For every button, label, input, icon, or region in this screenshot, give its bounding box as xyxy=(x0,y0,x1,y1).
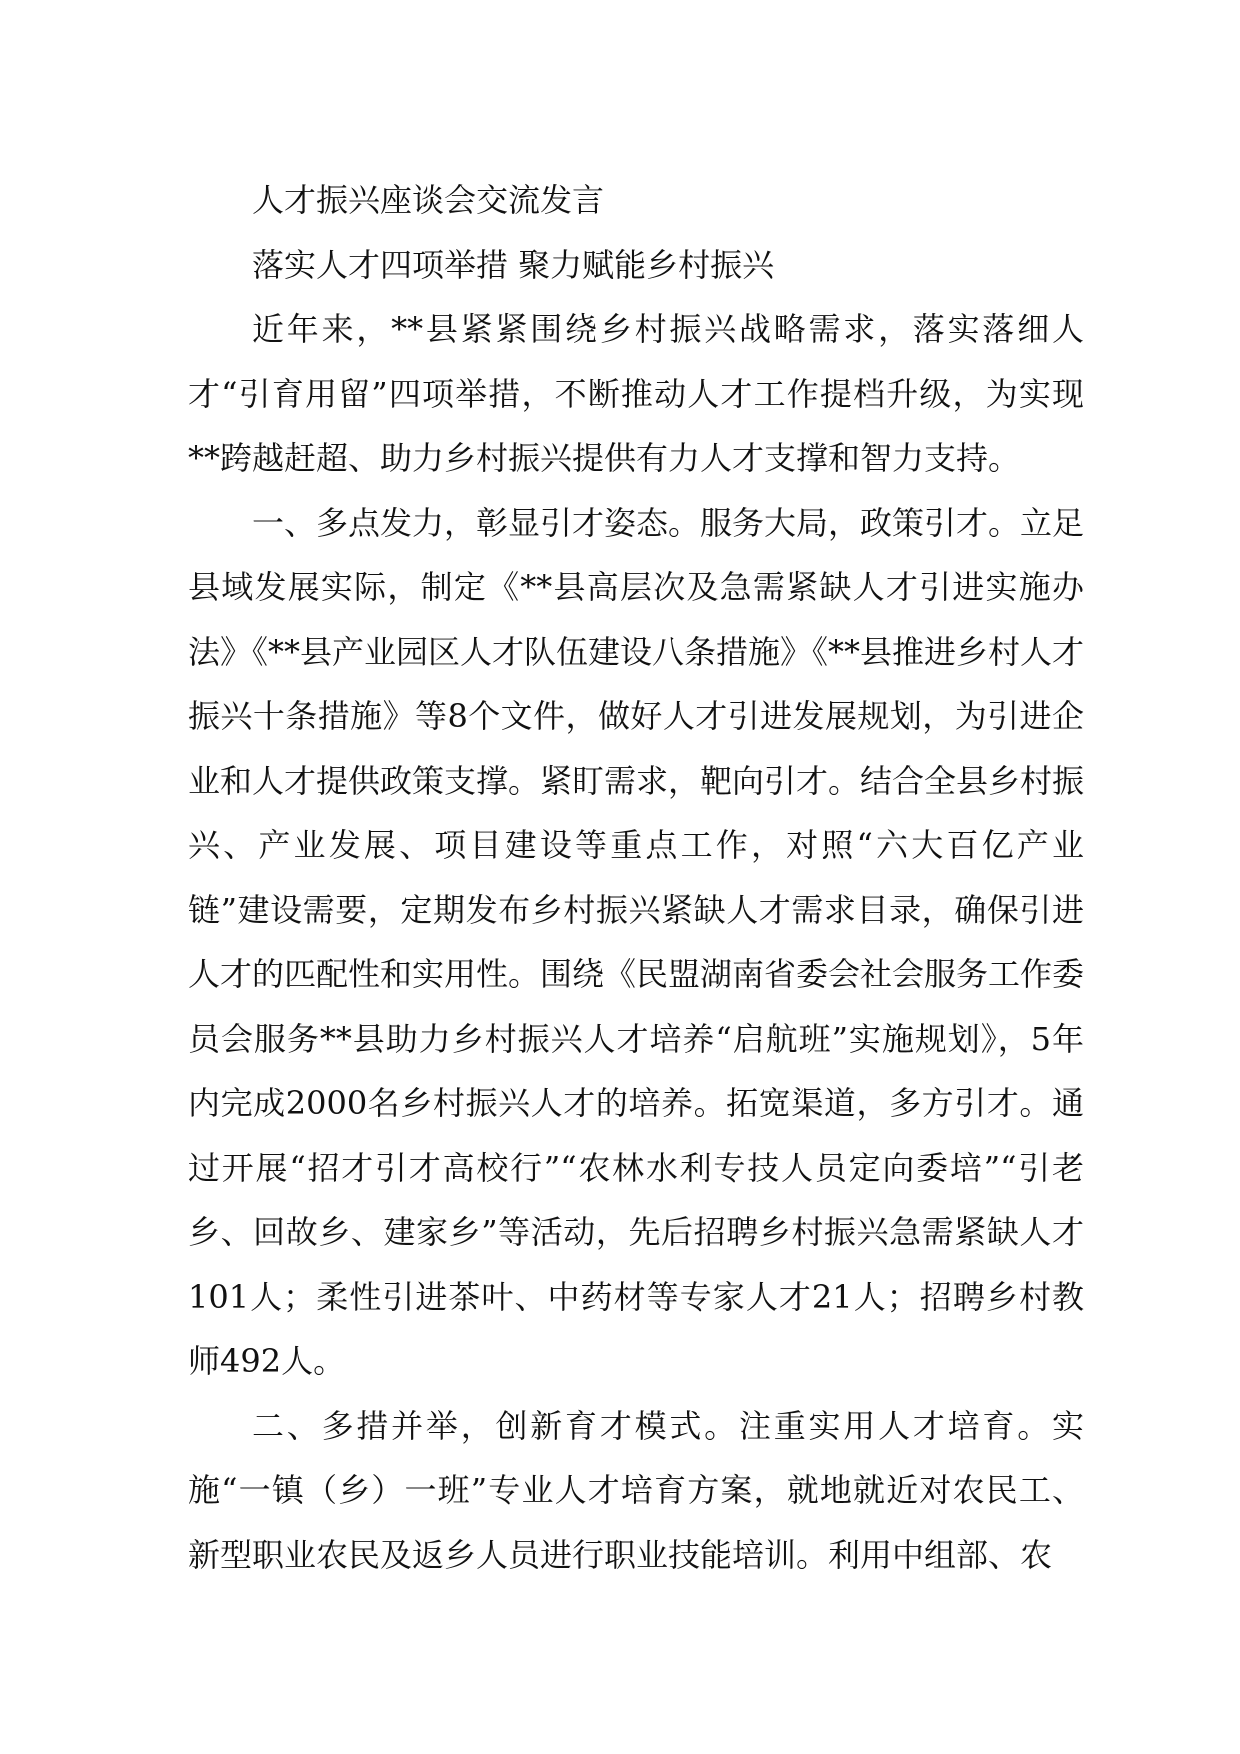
document-subtitle: 落实人才四项举措 聚力赋能乡村振兴 xyxy=(252,245,775,284)
document-title: 人才振兴座谈会交流发言 xyxy=(252,181,605,219)
paragraph-intro: 近年来，**县紧紧围绕乡村振兴战略需求，落实落细人才“引育用留”四项举措，不断推动人才工作提档升级，为实现**跨越赶超、助力乡村振兴提供有力人才支撑和智力支持。 xyxy=(188,310,1084,477)
paragraph-section-2: 二、多措并举，创新育才模式。注重实用人才培育。实施“一镇（乡）一班”专业人才培育方案，就地就近对农民工、新型职业农民及返乡人员进行职业技能培训。利用中组部、农 xyxy=(188,1406,1084,1574)
document-body xyxy=(188,168,1084,1587)
paragraph-section-1: 一、多点发力，彰显引才姿态。服务大局，政策引才。立足县域发展实际，制定《**县高层次及急需紧缺人才引进实施办法》《**县产业园区人才队伍建设八条措施》《**县推进乡村人才振兴十条措施》等8个文件，做好人才引进发展规划，为引进企业和人才提供政策支撑。紧盯需求，靶向引才。结合全县乡村振兴、产业发展、项目建设等重点工作，对照“六大百亿产业链”建设需要，定期发布乡村振兴紧缺人才需求目录，确保引进人才的匹配性和实用性。围绕《民盟湖南省委会社会服务工作委员会服务**县助力乡村振兴人才培养“启航班”实施规划》，5年内完成2000名乡村振兴人才的培养。拓宽渠道，多方引才。通过开展“招才引才高校行”“农林水利专技人员定向委培”“引老乡、回故乡、建家乡”等活动，先后招聘乡村振兴急需紧缺人才101人；柔性引进茶叶、中药材等专家人才21人；招聘乡村教师492人。 xyxy=(188,503,1085,1380)
